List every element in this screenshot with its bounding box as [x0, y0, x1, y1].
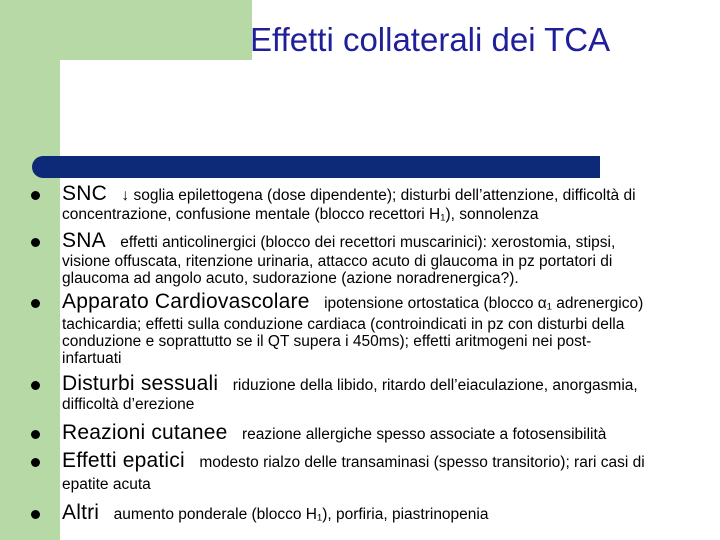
item-continuation: infartuati: [62, 350, 122, 367]
decorative-green-block-top: [0, 0, 252, 60]
bullet-icon: [31, 458, 40, 467]
item-text: modesto rialzo delle transaminasi (spesso transitorio); rari casi di: [199, 454, 645, 471]
title-divider-bar: [32, 156, 600, 178]
item-continuation: tachicardia; effetti sulla conduzione cardiaca (controindicati in pz con disturbi della: [62, 316, 625, 333]
bullet-icon: [31, 510, 40, 519]
item-text: aumento ponderale (blocco H₁), porfiria, piastrinopenia: [113, 506, 489, 523]
item-continuation: glaucoma ad angolo acuto, sudorazione (azione noradrenergica?).: [62, 270, 519, 287]
item-continuation: conduzione e soprattutto se il QT supera i 450ms); effetti aritmogeni nei post-: [62, 333, 592, 350]
item-heading: Altri: [62, 501, 100, 524]
item-text: ipotensione ortostatica (blocco α₁ adrenergico): [324, 295, 644, 312]
item-continuation: visione offuscata, ritenzione urinaria, attacco acuto di glaucoma in pz portatori di: [62, 253, 613, 270]
item-continuation: difficoltà d’erezione: [62, 396, 195, 413]
bullet-icon: [31, 430, 40, 439]
slide-title: Effetti collaterali dei TCA: [250, 21, 611, 58]
decorative-green-block-side: [0, 60, 60, 540]
item-heading: Reazioni cutanee: [62, 421, 228, 444]
item-text: riduzione della libido, ritardo dell’eiaculazione, anorgasmia,: [232, 377, 638, 394]
item-heading: Effetti epatici: [62, 449, 185, 472]
item-heading: Apparato Cardiovascolare: [62, 290, 310, 313]
bullet-icon: [31, 381, 40, 390]
item-continuation: epatite acuta: [62, 476, 151, 493]
item-text: ↓ soglia epilettogena (dose dipendente); disturbi dell’attenzione, difficoltà di: [121, 187, 636, 204]
bullet-icon: [31, 299, 40, 308]
item-heading: Disturbi sessuali: [62, 372, 219, 395]
item-text: effetti anticolinergici (blocco dei recettori muscarinici): xerostomia, stipsi,: [120, 234, 616, 251]
item-continuation: concentrazione, confusione mentale (blocco recettori H₁), sonnolenza: [62, 206, 539, 223]
bullet-icon: [31, 191, 40, 200]
item-heading: SNA: [62, 229, 106, 252]
item-heading: SNC: [62, 182, 107, 205]
item-text: reazione allergiche spesso associate a fotosensibilità: [241, 426, 607, 443]
bullet-icon: [31, 238, 40, 247]
